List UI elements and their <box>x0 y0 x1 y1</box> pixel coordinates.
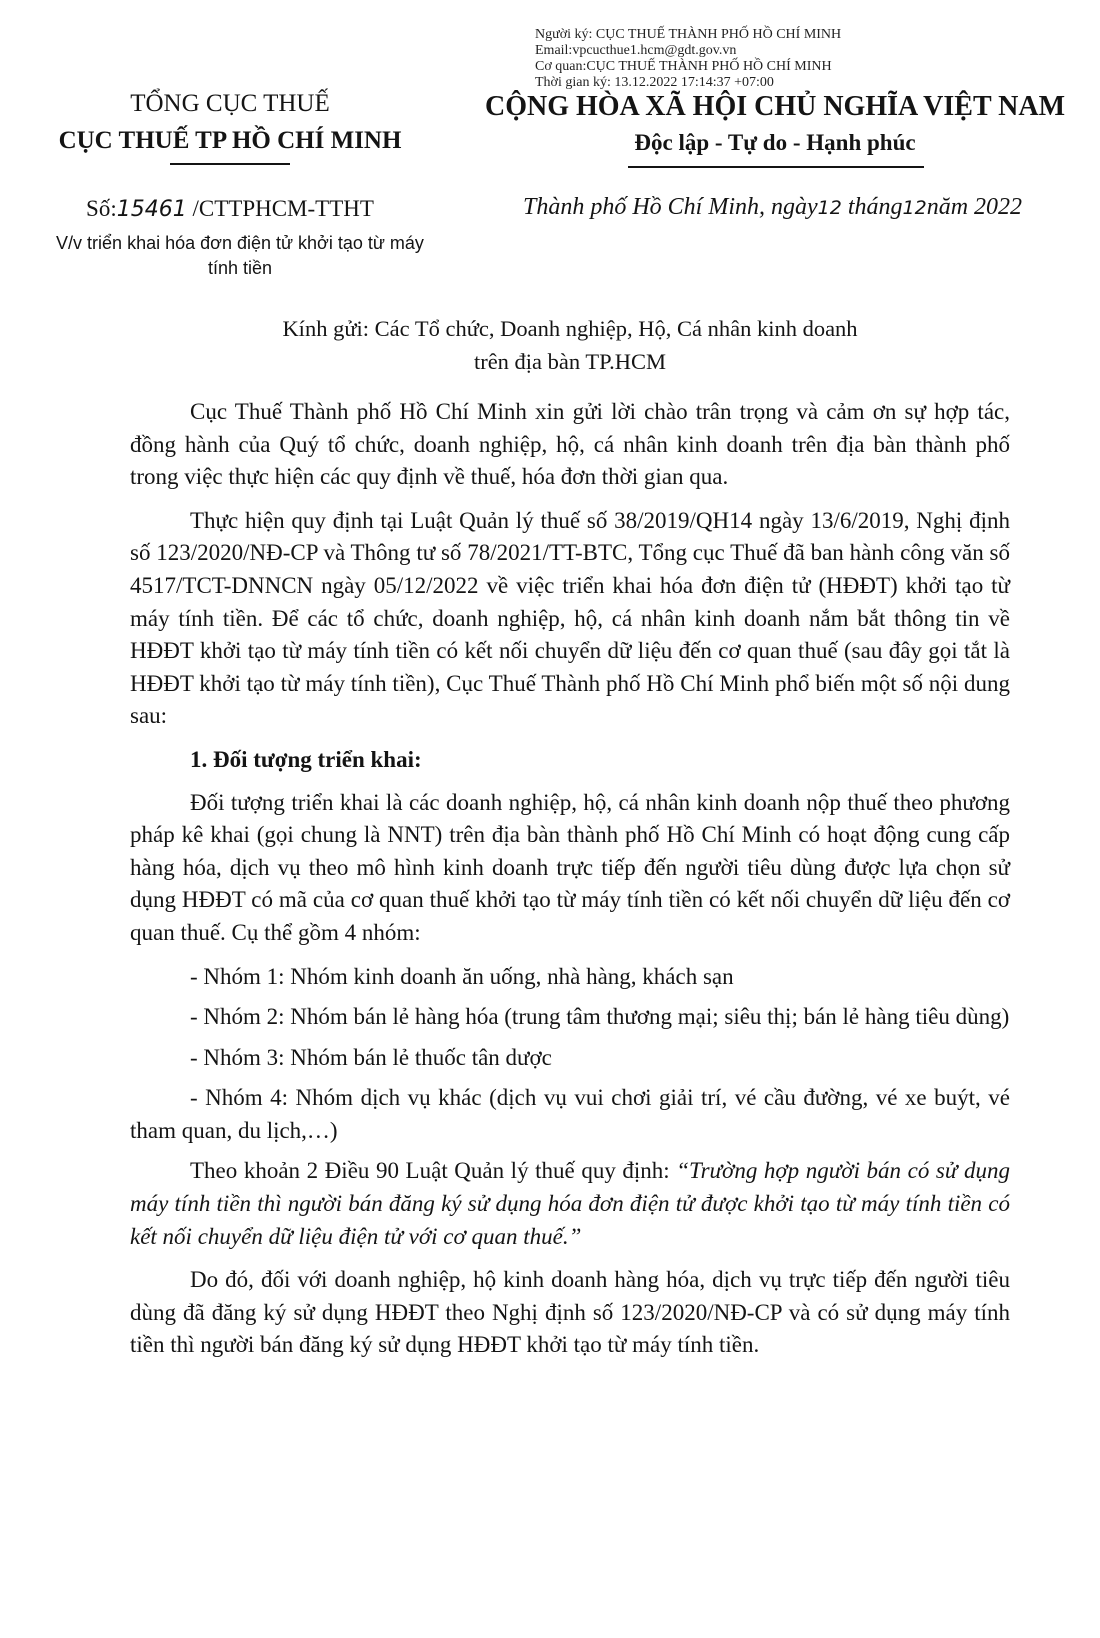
document-number <box>20 196 440 222</box>
recipient-line-2: trên địa bàn TP.HCM <box>473 349 667 374</box>
paragraph-conclusion: Do đó, đối với doanh nghiệp, hộ kinh doanh hàng hóa, dịch vụ trực tiếp đến người tiêu dùng đã đăng ký sử dụng HĐĐT theo Nghị định số 123/2020/NĐ-CP và có sử dụng máy tính tiền thì người bán đăng ký sử dụng HĐĐT khởi tạo từ máy tính tiền. <box>130 1267 1010 1358</box>
document-number-handwritten: 15461 <box>116 197 187 222</box>
law-quote-lead: Theo khoản 2 Điều 90 Luật Quản lý thuế quy định: <box>190 1158 677 1184</box>
paragraph-legal-basis: Thực hiện quy định tại Luật Quản lý thuế số 38/2019/QH14 ngày 13/6/2019, Nghị định số 123/2020/NĐ-CP và Thông tư số 78/2021/TT-BTC, Tổng cục Thuế đã ban hành công văn số 4517/TCT-DNNCN ngày 05/12/2022 về việc triển khai hóa đơn điện tử (HĐĐT) khởi tạo từ máy tính tiền. Để các tổ chức, doanh nghiệp, hộ, cá nhân kinh doanh nắm bắt thông tin về HĐĐT khởi tạo từ máy tính tiền có kết nối chuyển dữ liệu đến cơ quan thuế (sau đây gọi tắt là HĐĐT khởi tạo từ máy tính tiền), Cục Thuế Thành phố Hồ Chí Minh phổ biến một số nội dung sau: <box>130 507 1010 729</box>
document-number-suffix: /CTTPHCM-TTHT <box>192 196 374 221</box>
agency-underline <box>170 163 290 165</box>
group-item-2: - Nhóm 2: Nhóm bán lẻ hàng hóa (trung tâm thương mại; siêu thị; bán lẻ hàng tiêu dùng) <box>190 1004 1010 1030</box>
group-item-3: - Nhóm 3: Nhóm bán lẻ thuốc tân dược <box>190 1044 552 1070</box>
digital-signature-block <box>535 27 841 91</box>
year-label: năm 2022 <box>926 194 1023 220</box>
recipient-line-1: Kính gửi: Các Tổ chức, Doanh nghiệp, Hộ, Cá nhân kinh doanh <box>282 316 858 341</box>
paragraph-law-quote <box>130 1155 1010 1253</box>
recipient-block <box>120 312 1020 378</box>
agency-name: CỤC THUẾ TP HỒ CHÍ MINH <box>58 127 402 154</box>
month-label: tháng <box>847 194 903 220</box>
paragraph-target-subjects: Đối tượng triển khai là các doanh nghiệp, hộ, cá nhân kinh doanh nộp thuế theo phương pháp kê khai (gọi chung là NNT) trên địa bàn thành phố Hồ Chí Minh có hoạt động cung cấp hàng hóa, dịch vụ theo mô hình kinh doanh trực tiếp đến người tiêu dùng được lựa chọn sử dụng HĐĐT có mã của cơ quan thuế khởi tạo từ máy tính tiền có kết nối chuyển dữ liệu đến cơ quan thuế. Cụ thể gồm 4 nhóm: <box>130 789 1010 945</box>
national-motto: Độc lập - Tự do - Hạnh phúc <box>634 130 916 155</box>
signature-time: Thời gian ký: 13.12.2022 17:14:37 +07:00 <box>535 75 774 90</box>
document-subject: V/v triển khai hóa đơn điện tử khởi tạo từ máy tính tiền <box>56 233 424 278</box>
place-date <box>460 194 1085 221</box>
signature-agency: Cơ quan:CỤC THUẾ THÀNH PHỐ HỒ CHÍ MINH <box>535 59 832 74</box>
signature-signer: Người ký: CỤC THUẾ THÀNH PHỐ HỒ CHÍ MINH <box>535 27 842 42</box>
day-handwritten: 12 <box>817 197 842 219</box>
motto-underline <box>628 166 924 168</box>
document-number-prefix: Số: <box>86 196 117 221</box>
document-body <box>130 396 1010 1373</box>
nation-title: CỘNG HÒA XÃ HỘI CHỦ NGHĨA VIỆT NAM <box>484 91 1066 122</box>
month-handwritten: 12 <box>902 197 927 219</box>
agency-parent: TỔNG CỤC THUẾ <box>130 90 330 117</box>
law-quote-text: “Trường hợp người bán có sử dụng máy tính tiền thì người bán đăng ký sử dụng hóa đơn điện tử được khởi tạo từ máy tính tiền có kết nối chuyển dữ liệu điện tử với cơ quan thuế.” <box>130 1158 1010 1249</box>
paragraph-greeting: Cục Thuế Thành phố Hồ Chí Minh xin gửi lời chào trân trọng và cảm ơn sự hợp tác, đồng hành của Quý tổ chức, doanh nghiệp, hộ, cá nhân kinh doanh trên địa bàn thành phố trong việc thực hiện các quy định về thuế, hóa đơn thời gian qua. <box>130 399 1010 490</box>
group-item-4: - Nhóm 4: Nhóm dịch vụ khác (dịch vụ vui chơi giải trí, vé cầu đường, vé xe buýt, vé tham quan, du lịch,…) <box>130 1085 1010 1143</box>
signature-email: Email:vpcucthue1.hcm@gdt.gov.vn <box>535 43 737 58</box>
place-date-prefix: Thành phố Hồ Chí Minh, ngày <box>522 194 818 220</box>
section-heading-1: 1. Đối tượng triển khai: <box>190 746 422 772</box>
group-item-1: - Nhóm 1: Nhóm kinh doanh ăn uống, nhà hàng, khách sạn <box>190 963 734 989</box>
